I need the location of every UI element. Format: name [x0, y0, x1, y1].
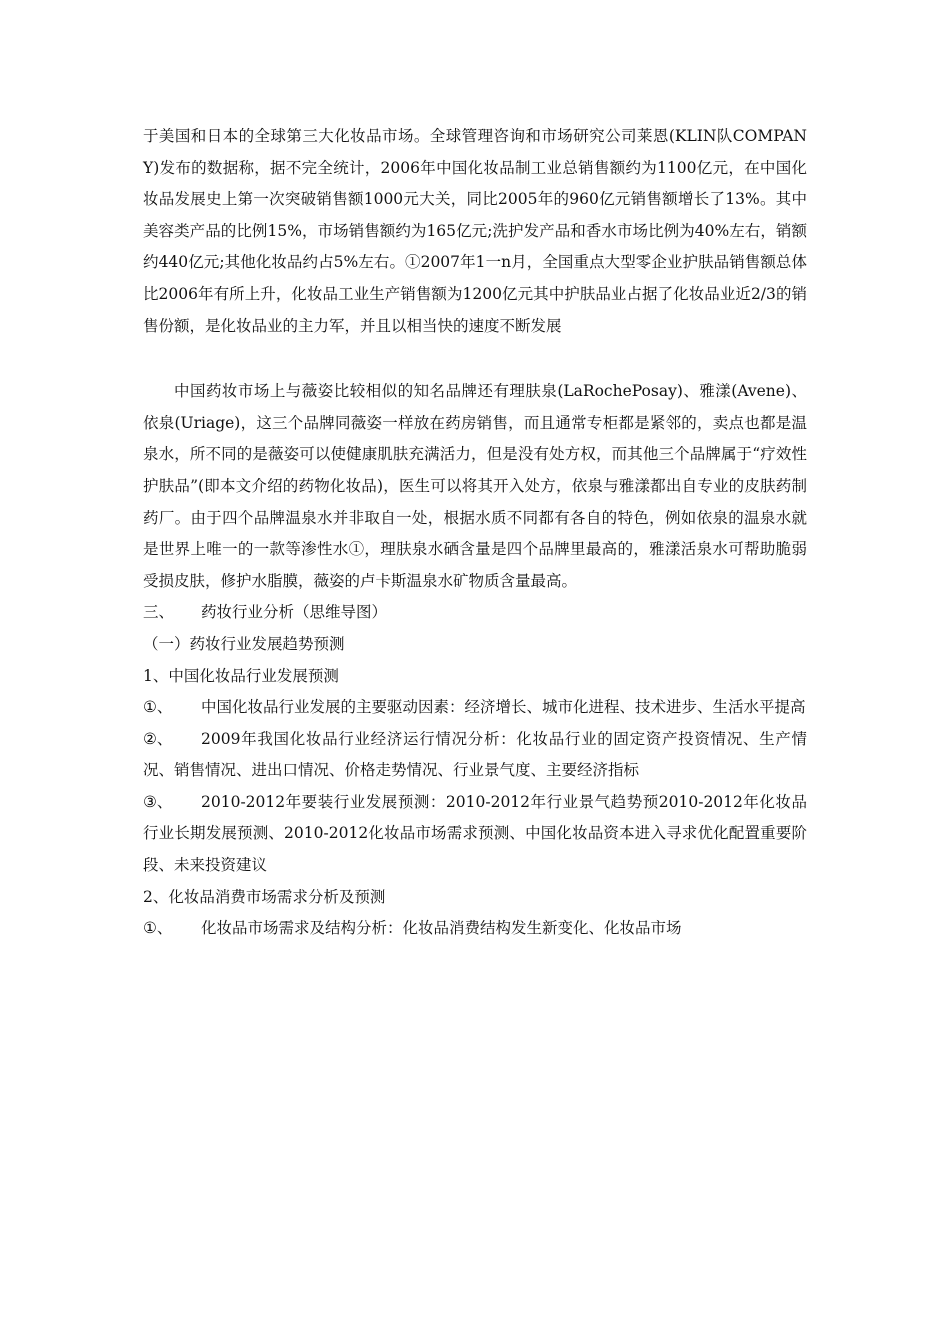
list-item-marker: ①、	[143, 698, 173, 717]
item-heading-1: 1、中国化妆品行业发展预测	[143, 666, 339, 685]
subsection-heading-1: （一）药妆行业发展趋势预测	[143, 634, 345, 653]
list-item-text: 2010-2012年要装行业发展预测：2010-2012年行业景气趋势预2010-2012年化妆品行业长期发展预测、2010-2012化妆品市场需求预测、中国化妆品资本进入寻求优化配置重要阶段、未来投资建议	[143, 792, 807, 875]
section-heading-marker: 三、	[143, 603, 175, 622]
list-item	[143, 692, 807, 724]
list-item-marker: ①、	[143, 919, 173, 938]
paragraph-brand-comparison: 中国药妆市场上与薇姿比较相似的知名品牌还有理肤泉(LaRochePosay)、雅漾(Avene)、依泉(Uriage)，这三个品牌同薇姿一样放在药房销售，而且通常专柜都是紧邻的，卖点也都是温泉水，所不同的是薇姿可以使健康肌肤充满活力，但是没有处方权，而其他三个品牌属于“疗效性护肤品”(即本文介绍的药物化妆品)，医生可以将其开入处方，依泉与雅漾都出自专业的皮肤药制药厂。由于四个品牌温泉水并非取自一处，根据水质不同都有各自的特色，例如依泉的温泉水就是世界上唯一的一款等渗性水①，理肤泉水硒含量是四个品牌里最高的，雅漾活泉水可帮助脆弱受损皮肤，修护水脂膜，薇姿的卢卡斯温泉水矿物质含量最高。	[143, 382, 807, 590]
section-heading-3	[143, 597, 807, 629]
section-heading-title: 药妆行业分析（思维导图）	[201, 603, 388, 622]
list-item	[143, 787, 807, 882]
list-item	[143, 724, 807, 787]
list-item-text: 中国化妆品行业发展的主要驱动因素：经济增长、城市化进程、技术进步、生活水平提高	[201, 698, 806, 717]
list-item-marker: ②、	[143, 729, 173, 748]
paragraph-market-overview: 于美国和日本的全球第三大化妆品市场。全球管理咨询和市场研究公司莱恩(KLIN队COMPANY)发布的数据称，据不完全统计，2006年中国化妆品制工业总销售额约为1100亿元，在中国化妆品发展史上第一次突破销售额1000元大关，同比2005年的960亿元销售额增长了13%。其中美容类产品的比例15%，市场销售额约为165亿元;洗护发产品和香水市场比例为40%左右，销额约440亿元;其他化妆品约占5%左右。①2007年1一n月，全国重点大型零企业护肤品销售额总体比2006年有所上升，化妆品工业生产销售额为1200亿元其中护肤品业占据了化妆品业近2/3的销售份额，是化妆品业的主力军，并且以相当快的速度不断发展	[143, 127, 807, 335]
list-item	[143, 913, 807, 945]
list-item-marker: ③、	[143, 792, 173, 811]
list-item-text: 2009年我国化妆品行业经济运行情况分析：化妆品行业的固定资产投资情况、生产情况、销售情况、进出口情况、价格走势情况、行业景气度、主要经济指标	[143, 729, 807, 780]
item-heading-2: 2、化妆品消费市场需求分析及预测	[143, 887, 386, 906]
document-page	[143, 121, 807, 945]
list-item-text: 化妆品市场需求及结构分析：化妆品消费结构发生新变化、化妆品市场	[201, 919, 682, 938]
